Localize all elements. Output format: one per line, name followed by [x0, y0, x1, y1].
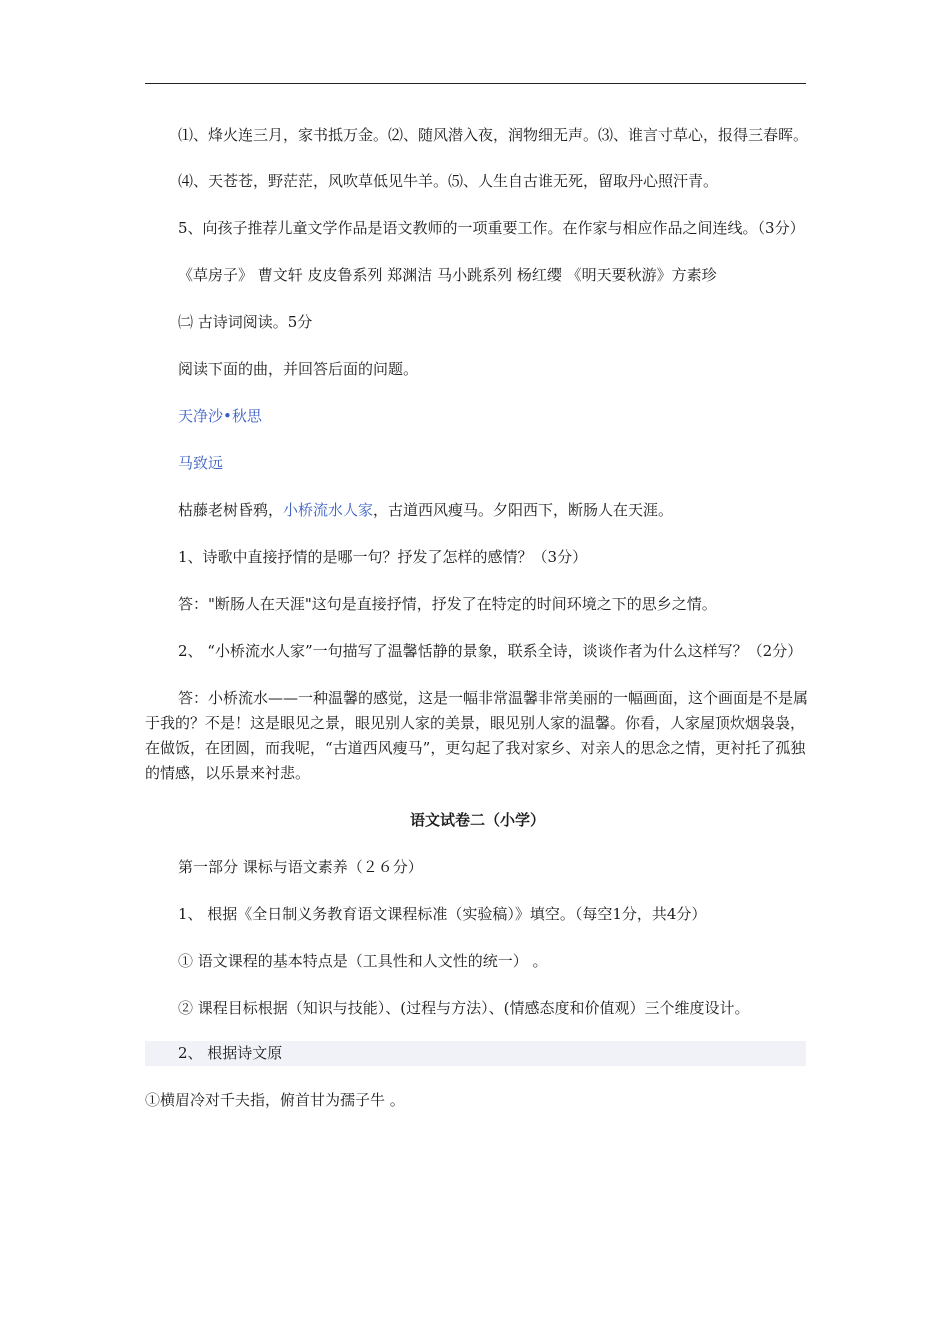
- item-1-b: ② 课程目标根据（知识与技能）、(过程与方法）、(情感态度和价值观）三个维度设计。: [178, 999, 750, 1017]
- item-1: 1、 根据《全日制义务教育语文课程标准（实验稿）》填空。（每空1分，共4分）: [178, 905, 707, 923]
- question-5: 5、向孩子推荐儿童文学作品是语文教师的一项重要工作。在作家与相应作品之间连线。（3分）: [178, 219, 805, 237]
- author-work-list: 《草房子》 曹文轩 皮皮鲁系列 郑渊洁 马小跳系列 杨红缨 《明天要秋游》方素珍: [178, 266, 717, 284]
- poem-lines-1-3: ⑴、烽火连三月，家书抵万金。⑵、随风潜入夜，润物细无声。⑶、谁言寸草心，报得三春晖。: [178, 126, 809, 144]
- poem-text-part-3: ，古道西风瘦马。夕阳西下，断肠人在天涯。: [373, 501, 674, 519]
- header-rule: [145, 83, 806, 84]
- item-2: 2、 根据诗文原: [145, 1041, 806, 1066]
- poem-question-2: 2、 “小桥流水人家”一句描写了温馨恬静的景象，联系全诗，谈谈作者为什么这样写？（2分）: [178, 642, 803, 660]
- poem-author-link[interactable]: 马致远: [178, 454, 224, 472]
- exam-heading: 语文试卷二（小学）: [409, 811, 545, 829]
- poem-answer-1: 答："断肠人在天涯"这句是直接抒情，抒发了在特定的时间环境之下的思乡之情。: [178, 595, 717, 613]
- document-body: [145, 120, 810, 1113]
- poem-text: [145, 498, 810, 523]
- section-ancient-poetry: ㈡ 古诗词阅读。5分: [178, 313, 313, 331]
- poem-text-link[interactable]: 小桥流水人家: [283, 501, 374, 519]
- item-2-a: ①横眉冷对千夫指，俯首甘为孺子牛 。: [145, 1091, 405, 1109]
- reading-instruction: 阅读下面的曲，并回答后面的问题。: [178, 360, 419, 378]
- poem-answer-2: 答：小桥流水——一种温馨的感觉，这是一幅非常温馨非常美丽的一幅画面，这个画面是不是属于我的？不是！这是眼见之景，眼见别人家的美景，眼见别人家的温馨。你看，人家屋顶炊烟袅袅，在做饭，在团圆，而我呢，“古道西风瘦马”，更勾起了我对家乡、对亲人的思念之情，更衬托了孤独的情感，以乐景来衬悲。: [145, 689, 809, 782]
- poem-lines-4-5: ⑷、天苍苍，野茫茫，风吹草低见牛羊。⑸、人生自古谁无死，留取丹心照汗青。: [178, 172, 719, 190]
- poem-title-link[interactable]: 天净沙•秋思: [178, 407, 262, 425]
- poem-text-part-1: 枯藤老树昏鸦，: [178, 501, 284, 519]
- item-1-a: ① 语文课程的基本特点是（工具性和人文性的统一） 。: [178, 952, 548, 970]
- part-1-title: 第一部分 课标与语文素养（２６分）: [178, 858, 423, 876]
- poem-question-1: 1、诗歌中直接抒情的是哪一句？抒发了怎样的感情？（3分）: [178, 548, 588, 566]
